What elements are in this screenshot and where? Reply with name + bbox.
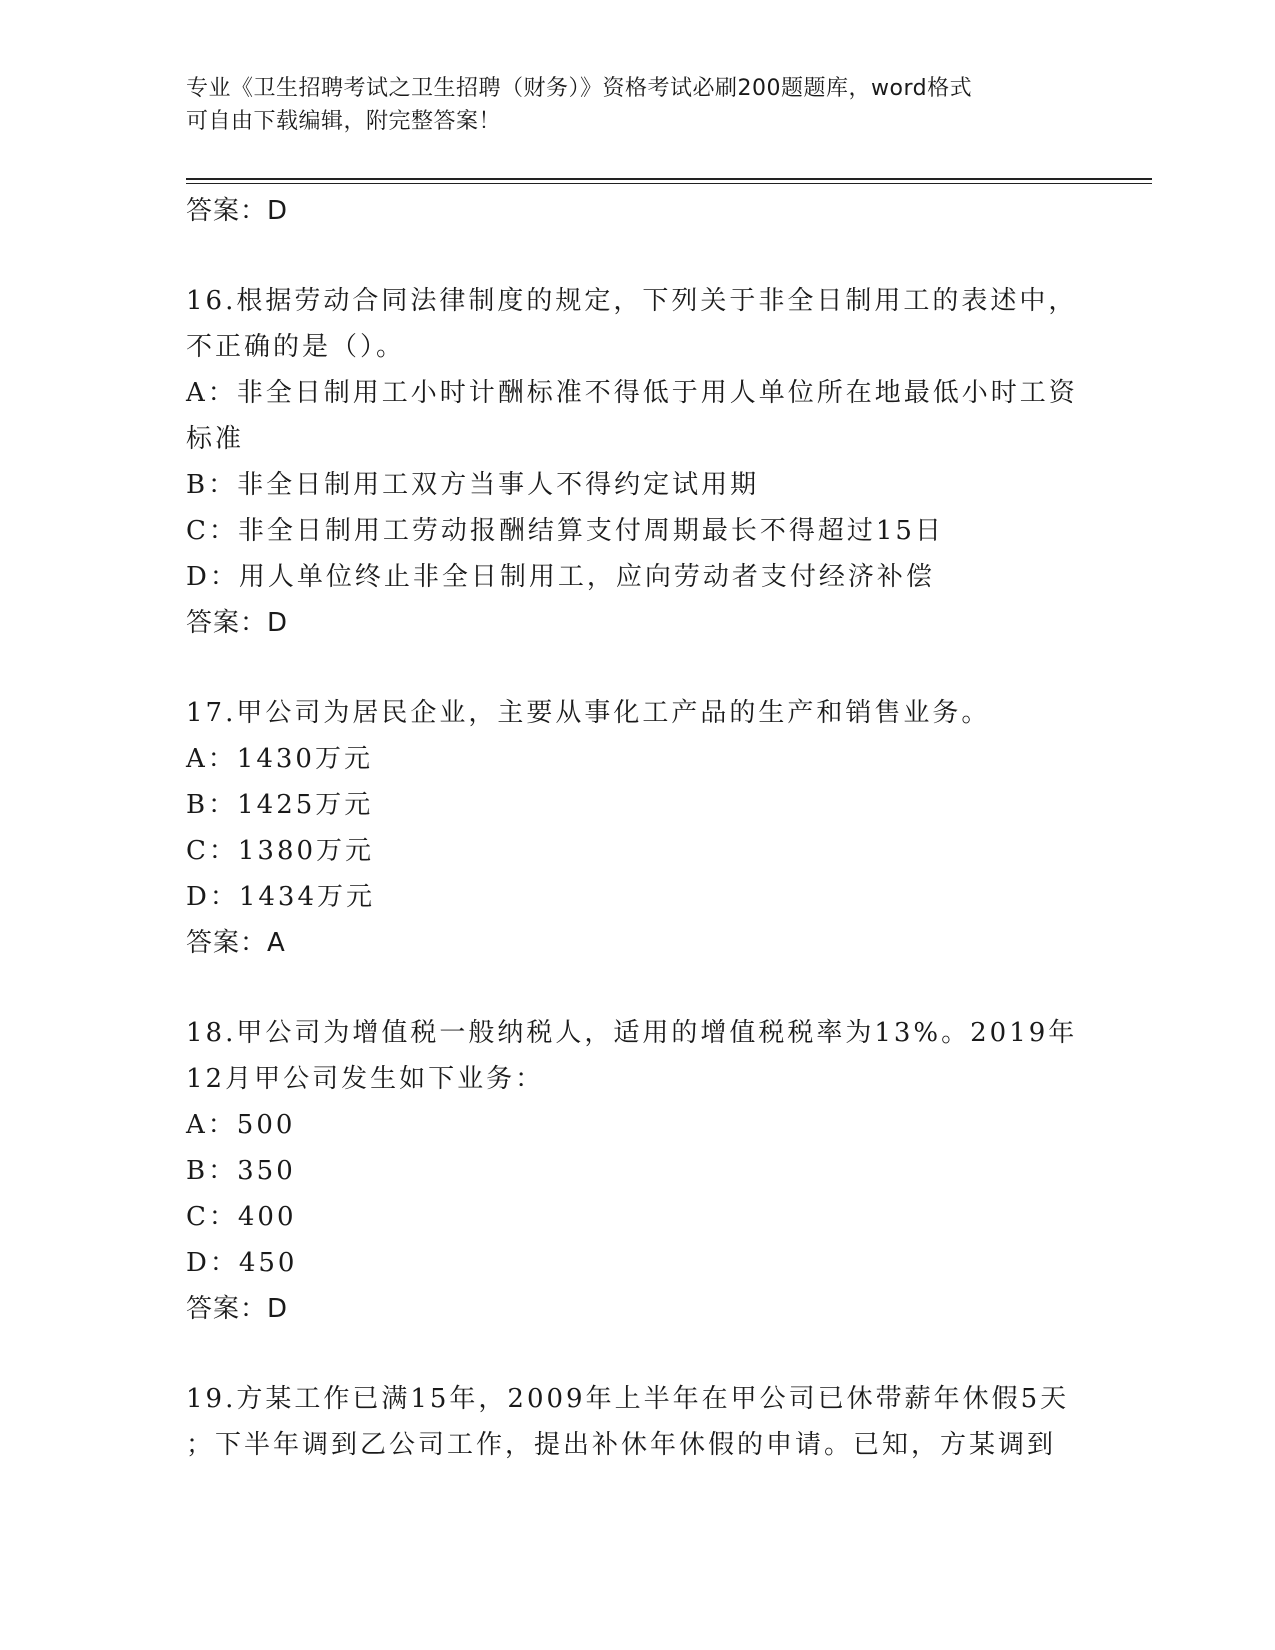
answer-line: 答案：D [186,196,289,226]
answer-line: 答案：D [186,608,289,638]
option-b: B：350 [186,1156,296,1186]
page-header [186,72,1066,138]
header-line-2: 可自由下载编辑，附完整答案！ [186,109,502,134]
question-18 [186,1010,1086,1332]
question-16 [186,278,1086,646]
option-d: D：用人单位终止非全日制用工，应向劳动者支付经济补偿 [186,562,935,592]
question-stem-line: 12月甲公司发生如下业务： [186,1064,545,1094]
option-a-continued: 标准 [186,424,245,454]
option-d: D：450 [186,1248,298,1278]
document-body [186,188,1086,1468]
option-c: C：1380万元 [186,836,375,866]
option-a: A：500 [186,1110,296,1140]
option-c: C：非全日制用工劳动报酬结算支付周期最长不得超过15日 [186,516,944,546]
question-stem-line: ；下半年调到乙公司工作，提出补休年休假的申请。已知，方某调到 [186,1430,1057,1460]
option-a: A：1430万元 [186,744,373,774]
header-line-1: 专业《卫生招聘考试之卫生招聘（财务）》资格考试必刷200题题库，word格式 [186,76,973,101]
option-a: A：非全日制用工小时计酬标准不得低于用人单位所在地最低小时工资 [186,378,1078,408]
header-divider [186,178,1152,180]
question-19 [186,1376,1086,1468]
question-stem-line: 16.根据劳动合同法律制度的规定，下列关于非全日制用工的表述中， [186,286,1078,316]
option-b: B：1425万元 [186,790,374,820]
option-d: D：1434万元 [186,882,376,912]
option-b: B：非全日制用工双方当事人不得约定试用期 [186,470,760,500]
option-c: C：400 [186,1202,297,1232]
answer-line: 答案：A [186,928,286,958]
header-divider-thin [186,183,1152,184]
question-stem-line: 18.甲公司为增值税一般纳税人，适用的增值税税率为13%。2019年 [186,1018,1078,1048]
question-stem-line: 17.甲公司为居民企业，主要从事化工产品的生产和销售业务。 [186,698,991,728]
question-17 [186,690,1086,966]
question-stem-line: 不正确的是（）。 [186,332,406,362]
question-stem-line: 19.方某工作已满15年，2009年上半年在甲公司已休带薪年休假5天 [186,1384,1070,1414]
answer-line: 答案：D [186,1294,289,1324]
